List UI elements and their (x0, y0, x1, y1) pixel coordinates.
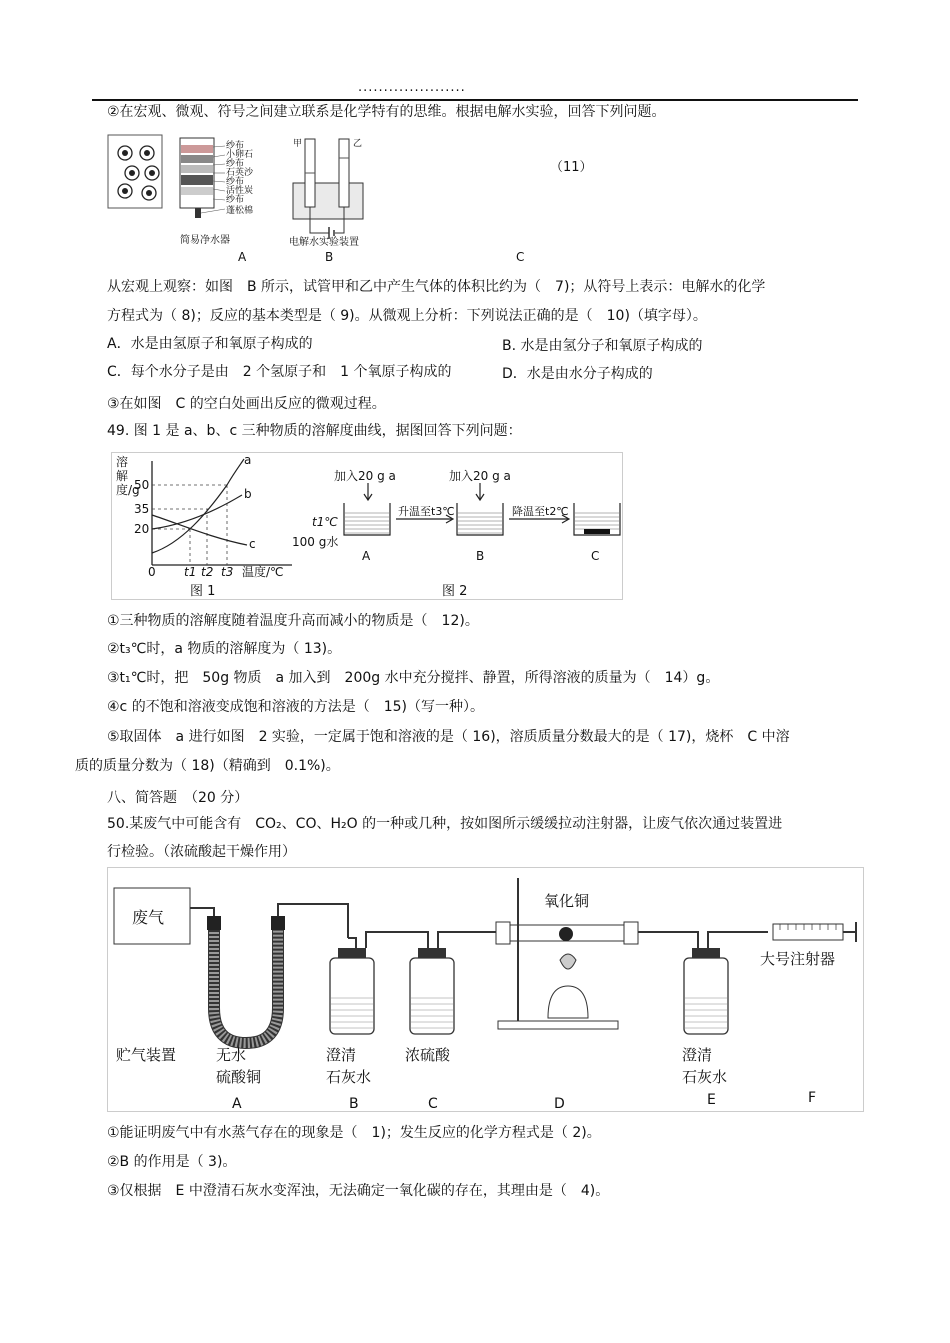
figB-tube-label-right: 乙 (353, 139, 363, 149)
q48-p3: ③在如图 C 的空白处画出反应的微观过程。 (107, 396, 386, 412)
apparatus-letter-b: B (349, 1096, 359, 1112)
waste-gas-label: 废气 (132, 908, 165, 927)
fig1-ytick-50: 50 (134, 478, 150, 492)
figB-caption: 电解水实验装置 (289, 237, 359, 248)
apparatus-f-name: 澄清 石灰水 (682, 1046, 728, 1086)
q50-line-1: ①能证明废气中有水蒸气存在的现象是（ 1)；发生反应的化学方程式是（ 2)。 (107, 1125, 601, 1141)
syringe-label: 大号注射器 (760, 950, 836, 968)
figA-layer-1: 小卵石 (226, 150, 254, 160)
figA-layer-6: 纱布 (226, 195, 245, 205)
figA-caption: 简易净水器 (180, 235, 230, 246)
q49-line-4: ④c 的不饱和溶液变成饱和溶液的方法是（ 15)（写一种）。 (107, 699, 484, 715)
apparatus-a-name: 贮气装置 (116, 1046, 177, 1064)
fig1-ytick-35: 35 (134, 502, 150, 516)
fig1-ylabel: 溶解度/g (116, 455, 140, 497)
q48-intro: ②在宏观、微观、符号之间建立联系是化学特有的思维。根据电解水实验，回答下列问题。 (107, 104, 666, 120)
apparatus-figure (107, 867, 864, 1112)
cuo-label: 氧化铜 (544, 892, 590, 910)
apparatus-letter-c: C (428, 1096, 438, 1112)
fig2-beaker-a: A (362, 549, 371, 563)
fig1-caption: 图 1 (190, 584, 216, 599)
fig1-xtick-t3: t3 (221, 565, 234, 579)
fig2-step-1: 升温至t3℃ (398, 505, 455, 518)
fig2-beaker-c: C (591, 549, 600, 563)
apparatus-letter-d: D (554, 1096, 565, 1112)
q48-option-d: D．水是由水分子构成的 (502, 366, 653, 382)
apparatus-c-name: 澄清 石灰水 (326, 1046, 372, 1086)
fig2-beaker-b: B (476, 549, 485, 563)
q48-option-b: B. 水是由氢分子和氧原子构成的 (502, 338, 703, 354)
apparatus-letter-e: E (707, 1092, 716, 1108)
apparatus-b-name: 无水 硫酸铜 (216, 1046, 262, 1086)
fig2-add-1: 加入20 g a (334, 469, 396, 483)
fig-blank-label: （11） (550, 160, 593, 175)
q49-line-6: 质的质量分数为（ 18)（精确到 0.1%)。 (75, 758, 340, 774)
fig1-curve-b: b (244, 487, 252, 501)
q50-intro-1: 50.某废气中可能含有 CO₂、CO、H₂O 的一种或几种，按如图所示缓缓拉动注射器，让废气依次通过装置进 (107, 816, 783, 832)
apparatus-letter-a: A (232, 1096, 242, 1112)
fig2-left-temp: t1℃ (312, 515, 338, 529)
q50-line-3: ③仅根据 E 中澄清石灰水变浑浊，无法确定一氧化碳的存在，其理由是（ 4)。 (107, 1183, 610, 1199)
fig1-ytick-20: 20 (134, 522, 150, 536)
fig-letter-a: A (238, 250, 247, 264)
figA-layer-5: 活性炭 (226, 186, 254, 196)
q48-option-c: C．每个水分子是由 2 个氢原子和 1 个氧原子构成的 (107, 364, 452, 380)
q50-line-2: ②B 的作用是（ 3)。 (107, 1154, 237, 1170)
fig1-curve-a: a (244, 453, 252, 467)
header-dots: ..................... (358, 80, 466, 95)
fig1-xtick-t2: t2 (201, 565, 214, 579)
fig1-xlabel: 温度/℃ (242, 565, 284, 579)
section-eight-heading: 八、简答题 （20 分） (107, 790, 249, 806)
q49-intro: 49. 图 1 是 a、b、c 三种物质的溶解度曲线，据图回答下列问题： (107, 423, 522, 439)
fig1-xtick-t1: t1 (184, 565, 197, 579)
solubility-figure (111, 452, 623, 600)
fig2-caption: 图 2 (442, 584, 468, 599)
q48-option-a: A．水是由氢原子和氧原子构成的 (107, 336, 313, 352)
fig2-add-2: 加入20 g a (449, 469, 511, 483)
fig1-xtick-0: 0 (148, 565, 156, 579)
figure-a (107, 133, 365, 248)
q48-p2: 方程式为（ 8)；反应的基本类型是（ 9)。从微观上分析：下列说法正确的是（ 10)（填字母）。 (107, 308, 707, 324)
figA-layer-7: 蓬松棉 (226, 206, 254, 216)
q49-line-1: ①三种物质的溶解度随着温度升高而减小的物质是（ 12)。 (107, 613, 479, 629)
fig-letter-b: B (325, 250, 334, 264)
fig2-left-water: 100 g水 (292, 535, 339, 549)
q49-line-3: ③t₁℃时，把 50g 物质 a 加入到 200g 水中充分搅拌、静置，所得溶液的质量为（ 14）g。 (107, 670, 720, 686)
figB-tube-label-left: 甲 (293, 139, 303, 149)
apparatus-d-name: 浓硫酸 (405, 1046, 451, 1064)
fig-letter-c: C (516, 250, 525, 264)
figA-layer-2: 纱布 (226, 159, 245, 169)
fig1-curve-c: c (249, 537, 256, 551)
figA-layer-0: 纱布 (226, 141, 245, 151)
q49-line-2: ②t₃℃时，a 物质的溶解度为（ 13)。 (107, 641, 342, 657)
q49-line-5: ⑤取固体 a 进行如图 2 实验，一定属于饱和溶液的是（ 16)，溶质质量分数最大的是（ 17)，烧杯 C 中溶 (107, 729, 790, 745)
header-rule (92, 99, 858, 101)
figA-layer-3: 石英沙 (226, 168, 254, 178)
figA-layer-4: 纱布 (226, 177, 245, 187)
q48-p1: 从宏观上观察：如图 B 所示，试管甲和乙中产生气体的体积比约为（ 7)；从符号上表示：电解水的化学 (107, 279, 766, 295)
fig2-step-2: 降温至t2℃ (512, 505, 569, 518)
q50-intro-2: 行检验。（浓硫酸起干燥作用） (107, 844, 296, 860)
apparatus-letter-f: F (808, 1090, 817, 1106)
